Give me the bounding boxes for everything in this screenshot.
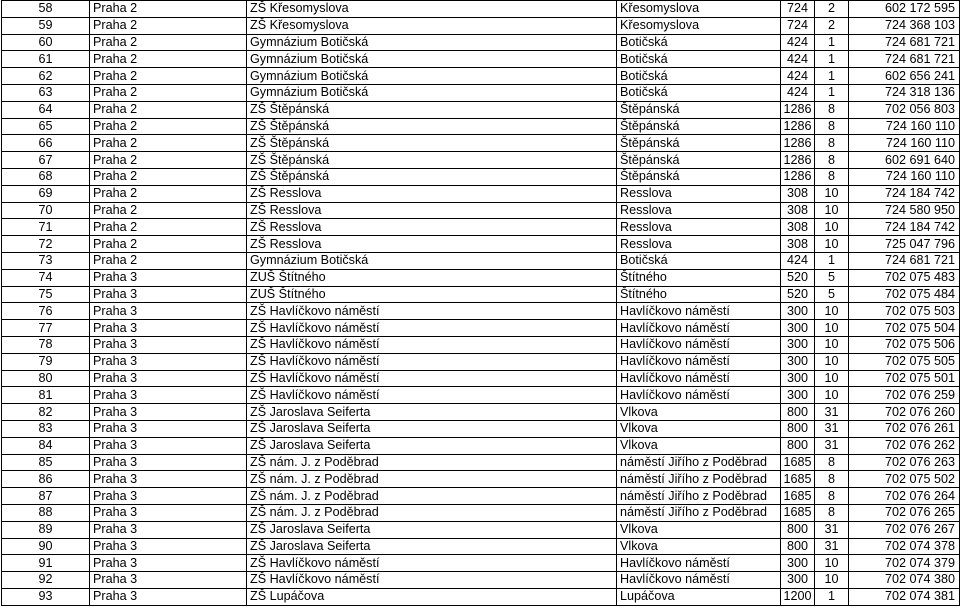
school-name-cell: ZŠ Štěpánská [247,101,617,118]
district-cell: Praha 2 [90,1,247,18]
house-number-cell: 308 [781,185,815,202]
district-cell: Praha 2 [90,219,247,236]
house-number-cell: 1286 [781,168,815,185]
school-name-cell: Gymnázium Botičská [247,34,617,51]
table-row [2,84,960,101]
house-number-cell: 300 [781,353,815,370]
phone-cell: 724 681 721 [849,34,960,51]
house-number-cell: 800 [781,420,815,437]
school-name-cell: ZŠ Štěpánská [247,168,617,185]
house-number-cell: 1286 [781,101,815,118]
street-cell: Lupáčova [617,588,781,605]
school-contact-table [1,0,960,606]
row-number-cell: 73 [2,252,90,269]
house-number-cell: 724 [781,1,815,18]
street-cell: Štěpánská [617,168,781,185]
district-cell: Praha 3 [90,269,247,286]
street-cell: Štěpánská [617,152,781,169]
school-name-cell: ZŠ Křesomyslova [247,1,617,18]
district-cell: Praha 2 [90,84,247,101]
district-cell: Praha 2 [90,252,247,269]
row-number-cell: 71 [2,219,90,236]
phone-cell: 724 681 721 [849,252,960,269]
school-name-cell: ZŠ Havlíčkovo náměstí [247,353,617,370]
district-cell: Praha 2 [90,34,247,51]
table-row [2,101,960,118]
row-number-cell: 74 [2,269,90,286]
row-number-cell: 59 [2,17,90,34]
school-name-cell: ZŠ Resslova [247,236,617,253]
district-cell: Praha 2 [90,135,247,152]
street-cell: Resslova [617,219,781,236]
orientation-number-cell: 8 [815,168,849,185]
orientation-number-cell: 8 [815,454,849,471]
row-number-cell: 80 [2,370,90,387]
street-cell: Botičská [617,252,781,269]
row-number-cell: 89 [2,521,90,538]
house-number-cell: 800 [781,404,815,421]
school-name-cell: ZŠ Lupáčova [247,588,617,605]
school-name-cell: ZŠ Křesomyslova [247,17,617,34]
district-cell: Praha 3 [90,420,247,437]
orientation-number-cell: 10 [815,572,849,589]
orientation-number-cell: 8 [815,101,849,118]
school-name-cell: ZŠ Štěpánská [247,135,617,152]
phone-cell: 602 656 241 [849,68,960,85]
orientation-number-cell: 8 [815,152,849,169]
orientation-number-cell: 31 [815,420,849,437]
street-cell: Vlkova [617,404,781,421]
row-number-cell: 83 [2,420,90,437]
street-cell: Křesomyslova [617,17,781,34]
house-number-cell: 1685 [781,471,815,488]
row-number-cell: 81 [2,387,90,404]
school-name-cell: ZŠ Havlíčkovo náměstí [247,370,617,387]
house-number-cell: 1200 [781,588,815,605]
school-name-cell: ZŠ nám. J. z Poděbrad [247,488,617,505]
orientation-number-cell: 10 [815,236,849,253]
house-number-cell: 800 [781,437,815,454]
orientation-number-cell: 5 [815,286,849,303]
school-name-cell: ZŠ Havlíčkovo náměstí [247,320,617,337]
street-cell: Štítného [617,269,781,286]
row-number-cell: 58 [2,1,90,18]
table-row [2,471,960,488]
phone-cell: 724 681 721 [849,51,960,68]
house-number-cell: 300 [781,320,815,337]
school-name-cell: ZŠ Resslova [247,219,617,236]
row-number-cell: 62 [2,68,90,85]
school-name-cell: Gymnázium Botičská [247,68,617,85]
row-number-cell: 63 [2,84,90,101]
orientation-number-cell: 10 [815,219,849,236]
table-row [2,420,960,437]
orientation-number-cell: 1 [815,252,849,269]
house-number-cell: 800 [781,538,815,555]
table-row [2,252,960,269]
street-cell: náměstí Jiřího z Poděbrad [617,488,781,505]
table-row [2,437,960,454]
phone-cell: 702 075 506 [849,336,960,353]
row-number-cell: 82 [2,404,90,421]
row-number-cell: 61 [2,51,90,68]
row-number-cell: 76 [2,303,90,320]
district-cell: Praha 2 [90,236,247,253]
row-number-cell: 78 [2,336,90,353]
row-number-cell: 91 [2,555,90,572]
phone-cell: 724 160 110 [849,135,960,152]
phone-cell: 702 075 505 [849,353,960,370]
street-cell: Havlíčkovo náměstí [617,370,781,387]
district-cell: Praha 3 [90,488,247,505]
table-row [2,185,960,202]
table-row [2,269,960,286]
table-row [2,118,960,135]
street-cell: náměstí Jiřího z Poděbrad [617,471,781,488]
district-cell: Praha 2 [90,51,247,68]
table-row [2,454,960,471]
school-name-cell: ZŠ Štěpánská [247,118,617,135]
phone-cell: 702 056 803 [849,101,960,118]
street-cell: Resslova [617,236,781,253]
table-row [2,34,960,51]
orientation-number-cell: 10 [815,387,849,404]
table-row [2,168,960,185]
school-name-cell: ZŠ Havlíčkovo náměstí [247,387,617,404]
row-number-cell: 87 [2,488,90,505]
table-row [2,404,960,421]
house-number-cell: 800 [781,521,815,538]
district-cell: Praha 3 [90,353,247,370]
district-cell: Praha 3 [90,370,247,387]
school-name-cell: ZŠ Havlíčkovo náměstí [247,303,617,320]
row-number-cell: 85 [2,454,90,471]
phone-cell: 702 075 501 [849,370,960,387]
street-cell: Botičská [617,34,781,51]
phone-cell: 724 160 110 [849,118,960,135]
row-number-cell: 90 [2,538,90,555]
orientation-number-cell: 1 [815,51,849,68]
street-cell: Havlíčkovo náměstí [617,353,781,370]
phone-cell: 702 075 502 [849,471,960,488]
house-number-cell: 300 [781,387,815,404]
phone-cell: 702 076 261 [849,420,960,437]
table-row [2,370,960,387]
house-number-cell: 1685 [781,454,815,471]
table-row [2,353,960,370]
district-cell: Praha 2 [90,168,247,185]
phone-cell: 724 580 950 [849,202,960,219]
street-cell: Havlíčkovo náměstí [617,387,781,404]
phone-cell: 702 074 381 [849,588,960,605]
district-cell: Praha 3 [90,588,247,605]
school-name-cell: ZŠ Havlíčkovo náměstí [247,336,617,353]
row-number-cell: 72 [2,236,90,253]
table-row [2,521,960,538]
school-name-cell: ZŠ Jaroslava Seiferta [247,420,617,437]
house-number-cell: 424 [781,252,815,269]
district-cell: Praha 2 [90,152,247,169]
school-name-cell: ZŠ nám. J. z Poděbrad [247,471,617,488]
house-number-cell: 1286 [781,135,815,152]
house-number-cell: 308 [781,202,815,219]
house-number-cell: 520 [781,286,815,303]
district-cell: Praha 3 [90,555,247,572]
table-row [2,17,960,34]
district-cell: Praha 2 [90,185,247,202]
orientation-number-cell: 8 [815,118,849,135]
row-number-cell: 79 [2,353,90,370]
house-number-cell: 424 [781,34,815,51]
street-cell: Resslova [617,185,781,202]
house-number-cell: 1685 [781,504,815,521]
table-row [2,202,960,219]
school-name-cell: ZŠ Jaroslava Seiferta [247,538,617,555]
row-number-cell: 92 [2,572,90,589]
phone-cell: 702 074 379 [849,555,960,572]
phone-cell: 702 074 378 [849,538,960,555]
school-name-cell: Gymnázium Botičská [247,84,617,101]
row-number-cell: 88 [2,504,90,521]
row-number-cell: 67 [2,152,90,169]
phone-cell: 702 076 264 [849,488,960,505]
district-cell: Praha 3 [90,454,247,471]
orientation-number-cell: 10 [815,320,849,337]
orientation-number-cell: 8 [815,471,849,488]
phone-cell: 702 074 380 [849,572,960,589]
street-cell: Havlíčkovo náměstí [617,572,781,589]
school-name-cell: ZŠ Jaroslava Seiferta [247,404,617,421]
table-row [2,588,960,605]
phone-cell: 724 184 742 [849,185,960,202]
phone-cell: 724 318 136 [849,84,960,101]
row-number-cell: 86 [2,471,90,488]
school-name-cell: ZŠ Resslova [247,185,617,202]
orientation-number-cell: 8 [815,135,849,152]
house-number-cell: 300 [781,303,815,320]
table-row [2,219,960,236]
table-row [2,320,960,337]
school-name-cell: ZŠ Havlíčkovo náměstí [247,572,617,589]
orientation-number-cell: 10 [815,202,849,219]
street-cell: Štěpánská [617,135,781,152]
phone-cell: 725 047 796 [849,236,960,253]
street-cell: Botičská [617,68,781,85]
row-number-cell: 84 [2,437,90,454]
orientation-number-cell: 10 [815,370,849,387]
house-number-cell: 300 [781,336,815,353]
phone-cell: 602 172 595 [849,1,960,18]
street-cell: Havlíčkovo náměstí [617,303,781,320]
orientation-number-cell: 8 [815,504,849,521]
table-row [2,135,960,152]
district-cell: Praha 3 [90,404,247,421]
row-number-cell: 69 [2,185,90,202]
district-cell: Praha 2 [90,118,247,135]
house-number-cell: 1286 [781,118,815,135]
table-row [2,236,960,253]
school-name-cell: ZŠ nám. J. z Poděbrad [247,504,617,521]
table-row [2,504,960,521]
school-name-cell: ZŠ nám. J. z Poděbrad [247,454,617,471]
table-row [2,387,960,404]
phone-cell: 602 691 640 [849,152,960,169]
house-number-cell: 424 [781,84,815,101]
street-cell: Botičská [617,51,781,68]
district-cell: Praha 3 [90,437,247,454]
street-cell: Křesomyslova [617,1,781,18]
table-row [2,51,960,68]
orientation-number-cell: 31 [815,404,849,421]
house-number-cell: 300 [781,555,815,572]
table-row [2,538,960,555]
orientation-number-cell: 10 [815,353,849,370]
district-cell: Praha 3 [90,521,247,538]
phone-cell: 702 076 259 [849,387,960,404]
orientation-number-cell: 31 [815,521,849,538]
street-cell: Štěpánská [617,101,781,118]
phone-cell: 702 076 267 [849,521,960,538]
street-cell: Vlkova [617,420,781,437]
table-row [2,303,960,320]
district-cell: Praha 3 [90,320,247,337]
district-cell: Praha 2 [90,101,247,118]
house-number-cell: 308 [781,236,815,253]
phone-cell: 724 184 742 [849,219,960,236]
phone-cell: 724 368 103 [849,17,960,34]
orientation-number-cell: 1 [815,68,849,85]
school-name-cell: ZŠ Resslova [247,202,617,219]
school-name-cell: Gymnázium Botičská [247,51,617,68]
school-name-cell: Gymnázium Botičská [247,252,617,269]
phone-cell: 702 076 262 [849,437,960,454]
district-cell: Praha 3 [90,303,247,320]
row-number-cell: 65 [2,118,90,135]
orientation-number-cell: 1 [815,588,849,605]
phone-cell: 702 076 265 [849,504,960,521]
district-cell: Praha 3 [90,572,247,589]
house-number-cell: 308 [781,219,815,236]
orientation-number-cell: 5 [815,269,849,286]
street-cell: Vlkova [617,437,781,454]
table-row [2,1,960,18]
district-cell: Praha 3 [90,471,247,488]
phone-cell: 702 076 263 [849,454,960,471]
street-cell: Štítného [617,286,781,303]
school-name-cell: ZŠ Jaroslava Seiferta [247,521,617,538]
phone-cell: 724 160 110 [849,168,960,185]
street-cell: náměstí Jiřího z Poděbrad [617,454,781,471]
row-number-cell: 75 [2,286,90,303]
orientation-number-cell: 8 [815,488,849,505]
district-cell: Praha 2 [90,17,247,34]
district-cell: Praha 3 [90,286,247,303]
orientation-number-cell: 31 [815,437,849,454]
street-cell: Havlíčkovo náměstí [617,320,781,337]
orientation-number-cell: 2 [815,17,849,34]
phone-cell: 702 076 260 [849,404,960,421]
house-number-cell: 300 [781,572,815,589]
house-number-cell: 424 [781,51,815,68]
district-cell: Praha 3 [90,504,247,521]
house-number-cell: 424 [781,68,815,85]
table-row [2,555,960,572]
row-number-cell: 93 [2,588,90,605]
orientation-number-cell: 2 [815,1,849,18]
orientation-number-cell: 31 [815,538,849,555]
street-cell: náměstí Jiřího z Poděbrad [617,504,781,521]
school-name-cell: ZUŠ Štítného [247,286,617,303]
street-cell: Vlkova [617,538,781,555]
street-cell: Štěpánská [617,118,781,135]
row-number-cell: 77 [2,320,90,337]
house-number-cell: 724 [781,17,815,34]
orientation-number-cell: 10 [815,555,849,572]
table-body [2,1,960,606]
district-cell: Praha 3 [90,387,247,404]
school-name-cell: ZUŠ Štítného [247,269,617,286]
phone-cell: 702 075 503 [849,303,960,320]
phone-cell: 702 075 483 [849,269,960,286]
row-number-cell: 66 [2,135,90,152]
street-cell: Vlkova [617,521,781,538]
orientation-number-cell: 1 [815,84,849,101]
phone-cell: 702 075 484 [849,286,960,303]
table-row [2,152,960,169]
row-number-cell: 64 [2,101,90,118]
table-row [2,286,960,303]
orientation-number-cell: 10 [815,303,849,320]
school-name-cell: ZŠ Jaroslava Seiferta [247,437,617,454]
orientation-number-cell: 10 [815,185,849,202]
row-number-cell: 68 [2,168,90,185]
phone-cell: 702 075 504 [849,320,960,337]
row-number-cell: 70 [2,202,90,219]
school-name-cell: ZŠ Štěpánská [247,152,617,169]
table-row [2,336,960,353]
house-number-cell: 300 [781,370,815,387]
street-cell: Resslova [617,202,781,219]
street-cell: Botičská [617,84,781,101]
orientation-number-cell: 10 [815,336,849,353]
district-cell: Praha 3 [90,538,247,555]
table-row [2,488,960,505]
district-cell: Praha 2 [90,68,247,85]
table-row [2,572,960,589]
street-cell: Havlíčkovo náměstí [617,336,781,353]
table-row [2,68,960,85]
row-number-cell: 60 [2,34,90,51]
house-number-cell: 1286 [781,152,815,169]
district-cell: Praha 2 [90,202,247,219]
district-cell: Praha 3 [90,336,247,353]
school-name-cell: ZŠ Havlíčkovo náměstí [247,555,617,572]
street-cell: Havlíčkovo náměstí [617,555,781,572]
house-number-cell: 1685 [781,488,815,505]
orientation-number-cell: 1 [815,34,849,51]
house-number-cell: 520 [781,269,815,286]
